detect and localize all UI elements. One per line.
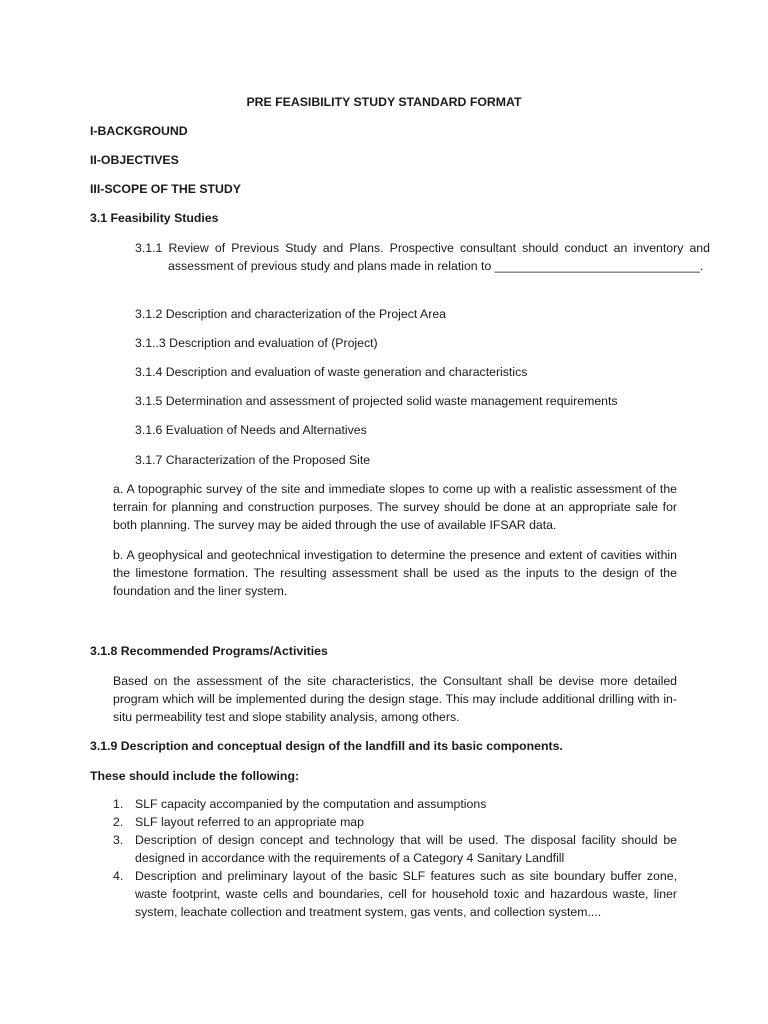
list-item-text: Description and preliminary layout of the basic SLF features such as site boundary buffer zone, waste footprint, waste cells and boundaries, cell for household toxic and hazardous waste, liner system, leachate collection and treatment system, gas vents, and collection system.... (135, 869, 677, 919)
paragraph-a: a. A topographic survey of the site and immediate slopes to come up with a realistic assessment of the terrain for planning and construction purposes. The survey should be done at an appropriate sale for both planning. The survey may be aided through the use of available IFSAR data. (113, 482, 677, 532)
list-item (113, 831, 677, 867)
requirements-list (113, 795, 677, 921)
item-3-1-5: 3.1.5 Determination and assessment of projected solid waste management requirements (135, 394, 618, 408)
list-item-number: 4. (113, 869, 124, 883)
item-3-1-6: 3.1.6 Evaluation of Needs and Alternatives (135, 423, 367, 437)
section-background-heading: I-BACKGROUND (90, 124, 188, 138)
document-title: PRE FEASIBILITY STUDY STANDARD FORMAT (246, 95, 522, 109)
item-3-1-3: 3.1..3 Description and evaluation of (Project) (135, 336, 378, 350)
list-item (113, 867, 677, 921)
list-item-number: 1. (113, 797, 124, 811)
list-item-text: SLF capacity accompanied by the computation and assumptions (135, 797, 487, 811)
list-item-text: Description of design concept and technology that will be used. The disposal facility should be designed in accordance with the requirements of a Category 4 Sanitary Landfill (135, 833, 677, 865)
item-3-1-9-heading: 3.1.9 Description and conceptual design of the landfill and its basic components. (90, 739, 563, 753)
list-item-text: SLF layout referred to an appropriate map (135, 815, 364, 829)
item-3-1-1: 3.1.1 Review of Previous Study and Plans. Prospective consultant should conduct an inventory and assessment of previous study and plans made in relation to ______________________________. (135, 241, 710, 273)
item-3-1-4: 3.1.4 Description and evaluation of waste generation and characteristics (135, 365, 528, 379)
section-objectives-heading: II-OBJECTIVES (90, 153, 179, 167)
item-3-1-2: 3.1.2 Description and characterization of the Project Area (135, 307, 447, 321)
paragraph-3-1-8: Based on the assessment of the site characteristics, the Consultant shall be devise more detailed program which will be implemented during the design stage. This may include additional drilling with in-situ permeability test and slope stability analysis, among others. (113, 674, 677, 724)
item-3-1-7: 3.1.7 Characterization of the Proposed Site (135, 453, 371, 467)
list-item (113, 813, 677, 831)
feasibility-studies-heading: 3.1 Feasibility Studies (90, 211, 219, 225)
list-item-number: 2. (113, 815, 124, 829)
list-intro: These should include the following: (90, 769, 300, 783)
list-item-number: 3. (113, 833, 124, 847)
list-item (113, 795, 677, 813)
section-scope-heading: III-SCOPE OF THE STUDY (90, 182, 241, 196)
item-3-1-8-heading: 3.1.8 Recommended Programs/Activities (90, 644, 328, 658)
paragraph-b: b. A geophysical and geotechnical investigation to determine the presence and extent of cavities within the limestone formation. The resulting assessment shall be used as the inputs to the design of the foundation and the liner system. (113, 548, 677, 598)
